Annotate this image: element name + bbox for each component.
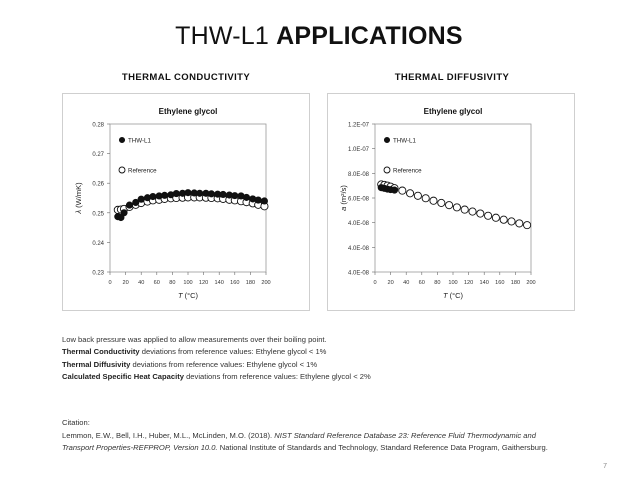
thw-l1-point — [185, 190, 191, 196]
note-line-2 — [62, 346, 371, 358]
y-axis-label: a (m²/s) — [339, 185, 348, 211]
thermal-diffusivity-heading: THERMAL DIFFUSIVITY — [394, 72, 510, 83]
y-tick-label: 0.24 — [92, 240, 104, 247]
reference-point — [407, 190, 414, 197]
chart-title: Ethylene glycol — [423, 107, 483, 116]
y-tick-label: 1.2E-07 — [347, 122, 369, 129]
legend-marker — [384, 167, 390, 173]
legend-marker — [384, 137, 389, 142]
x-axis-label: T (°C) — [177, 291, 199, 300]
y-tick-label: 0.27 — [92, 152, 104, 159]
thw-l1-point — [243, 194, 249, 200]
y-axis-label: λ (W/mK) — [74, 182, 83, 214]
note-line-1: Low back pressure was applied to allow measurements over their boiling point. — [62, 335, 327, 344]
thw-l1-point — [173, 190, 179, 196]
x-tick-label: 180 — [510, 280, 521, 286]
x-tick-label: 80 — [169, 280, 176, 286]
reference-point — [399, 187, 406, 194]
plot-frame — [375, 124, 531, 272]
y-tick-label: 0.28 — [92, 122, 104, 129]
reference-point — [508, 218, 515, 225]
x-tick-label: 120 — [198, 280, 209, 286]
reference-point — [438, 199, 445, 206]
reference-point — [492, 214, 499, 221]
citation-text — [62, 430, 562, 455]
thw-l1-point — [220, 191, 226, 197]
x-tick-label: 180 — [245, 280, 256, 286]
reference-point — [430, 197, 437, 204]
y-tick-label: 4.0E-08 — [347, 245, 369, 252]
x-tick-label: 140 — [479, 280, 489, 286]
title-bold: APPLICATIONS — [276, 22, 463, 50]
conductivity-chart-panel — [62, 93, 310, 311]
note-line-4 — [62, 371, 371, 383]
y-tick-label: 0.23 — [92, 270, 104, 277]
legend-label: THW-L1 — [128, 137, 151, 145]
x-tick-label: 140 — [214, 280, 224, 286]
x-tick-label: 200 — [526, 280, 536, 286]
conductivity-chart — [63, 94, 309, 310]
legend-marker — [119, 137, 124, 142]
x-tick-label: 20 — [387, 280, 394, 286]
thw-l1-point — [150, 193, 156, 199]
legend-label: Reference — [393, 167, 422, 175]
reference-point — [485, 212, 492, 219]
reference-point — [516, 220, 523, 227]
reference-point — [446, 202, 453, 209]
citation-authors: Lemmon, E.W., Bell, I.H., Huber, M.L., McLinden, M.O. (2018). — [62, 430, 275, 440]
page-title — [0, 22, 638, 51]
reference-point — [453, 204, 460, 211]
thw-l1-point — [255, 197, 261, 203]
thw-l1-point — [261, 198, 267, 204]
page-number: 7 — [603, 463, 607, 470]
note-2-bold: Thermal Conductivity — [62, 347, 140, 357]
thw-l1-point — [197, 190, 203, 196]
y-tick-label: 6.0E-08 — [347, 196, 369, 203]
note-3-bold: Thermal Diffusivity — [62, 359, 131, 369]
note-4-bold: Calculated Specific Heat Capacity — [62, 372, 184, 382]
citation-publisher: National Institute of Standards and Technology, Standard Reference Data Program, Gaithersburg. — [217, 443, 548, 453]
x-tick-label: 80 — [434, 280, 441, 286]
reference-point — [422, 195, 429, 202]
x-tick-label: 100 — [448, 280, 458, 286]
notes-block — [62, 334, 371, 384]
x-tick-label: 20 — [122, 280, 129, 286]
reference-point — [414, 192, 421, 199]
x-tick-label: 40 — [403, 280, 410, 286]
y-tick-label: 4.0E-08 — [347, 221, 369, 228]
x-tick-label: 60 — [153, 280, 160, 286]
x-tick-label: 60 — [418, 280, 425, 286]
x-tick-label: 160 — [230, 280, 240, 286]
legend-label: THW-L1 — [393, 137, 416, 145]
thw-l1-point — [121, 210, 127, 216]
thw-l1-point — [232, 193, 238, 199]
note-2-text: deviations from reference values: Ethylene glycol < 1% — [139, 347, 327, 357]
reference-point — [461, 206, 468, 213]
diffusivity-chart — [328, 94, 574, 310]
y-tick-label: 4.0E-08 — [347, 270, 369, 277]
y-tick-label: 8.0E-08 — [347, 171, 369, 178]
y-tick-label: 0.25 — [92, 211, 104, 218]
legend-label: Reference — [128, 167, 157, 175]
y-tick-label: 0.26 — [92, 181, 104, 188]
thw-l1-point — [126, 202, 132, 208]
y-tick-label: 1.0E-07 — [347, 147, 369, 154]
diffusivity-chart-panel — [327, 93, 575, 311]
x-tick-label: 120 — [463, 280, 474, 286]
x-tick-label: 200 — [261, 280, 271, 286]
x-tick-label: 100 — [183, 280, 193, 286]
x-tick-label: 0 — [108, 280, 112, 286]
reference-point — [524, 222, 531, 229]
citation-label: Citation: — [62, 418, 90, 427]
thw-l1-point — [391, 187, 397, 193]
citation-block — [62, 417, 562, 455]
reference-point — [477, 210, 484, 217]
note-4-text: deviations from reference values: Ethylene glycol < 2% — [183, 372, 371, 382]
citation-title: NIST Standard Reference Database 23: Reference Fluid Thermodynamic and Transport Properties-REFPROP, Version 10.0. — [62, 430, 536, 453]
reference-point — [500, 216, 507, 223]
title-light: THW-L1 — [175, 22, 269, 50]
legend-marker — [119, 167, 125, 173]
note-3-text: deviations from reference values: Ethylene glycol < 1% — [130, 359, 318, 369]
thermal-conductivity-heading: THERMAL CONDUCTIVITY — [121, 72, 251, 83]
note-line-3 — [62, 359, 371, 371]
x-tick-label: 0 — [373, 280, 377, 286]
reference-point — [469, 208, 476, 215]
x-axis-label: T (°C) — [442, 291, 464, 300]
thw-l1-point — [208, 191, 214, 197]
thw-l1-point — [138, 196, 144, 202]
x-tick-label: 160 — [495, 280, 505, 286]
thw-l1-point — [162, 192, 168, 198]
x-tick-label: 40 — [138, 280, 145, 286]
chart-title: Ethylene glycol — [158, 107, 218, 116]
